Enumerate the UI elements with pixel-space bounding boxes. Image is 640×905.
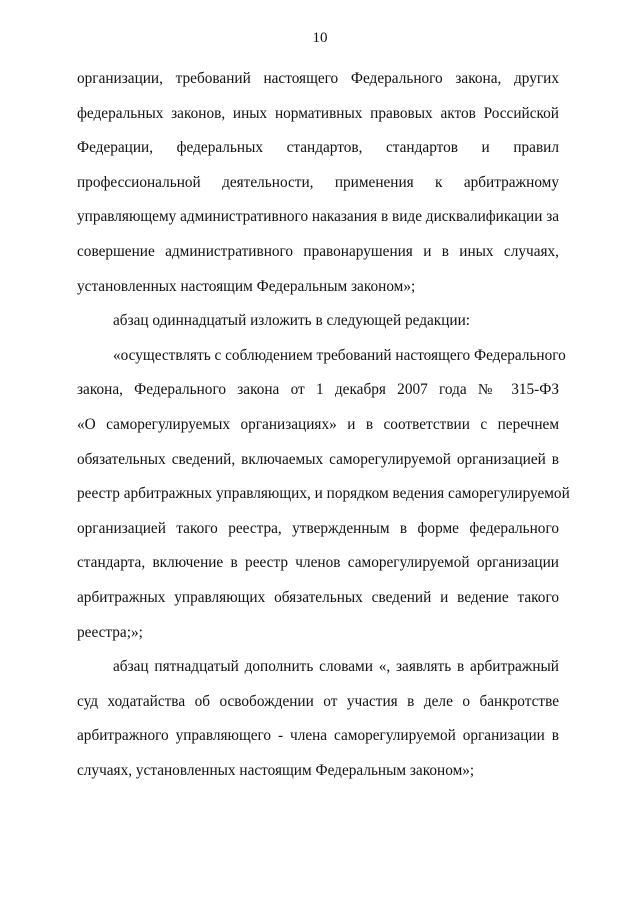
text-line: случаях, установленных настоящим Федеральным законом»; xyxy=(77,761,475,779)
text-line: абзац пятнадцатый дополнить словами «, заявлять в арбитражный xyxy=(113,658,559,676)
page-number: 10 xyxy=(312,30,328,46)
text-line: федеральных законов, иных нормативных правовых актов Российской xyxy=(77,104,559,122)
document-body xyxy=(77,62,570,788)
text-line: абзац одиннадцатый изложить в следующей редакции: xyxy=(113,312,471,330)
text-line: «осуществлять с соблюдением требований настоящего Федерального xyxy=(113,346,566,364)
paragraph-instruction-11 xyxy=(77,304,559,339)
text-line: стандарта, включение в реестр членов саморегулируемой организации xyxy=(77,554,559,572)
text-line: реестр арбитражных управляющих, и порядком ведения саморегулируемой xyxy=(77,485,570,503)
text-line: организации, требований настоящего Федерального закона, других xyxy=(77,70,559,87)
text-line: «О саморегулируемых организациях» и в соответствии с перечнем xyxy=(77,415,559,433)
paragraph-new-wording xyxy=(77,339,570,650)
text-line: управляющему административного наказания в виде дисквалификации за xyxy=(77,208,560,226)
text-line: арбитражного управляющего - члена саморегулируемой организации в xyxy=(77,727,559,745)
text-line: организацией такого реестра, утвержденным в форме федерального xyxy=(77,519,559,537)
text-line: профессиональной деятельности, применения к арбитражному xyxy=(77,173,559,191)
text-line: закона, Федерального закона от 1 декабря 2007 года № 315-ФЗ xyxy=(77,381,559,399)
text-line: реестра;»; xyxy=(77,623,143,641)
text-line: суд ходатайства об освобождении от участия в деле о банкротстве xyxy=(77,692,559,710)
text-line: установленных настоящим Федеральным законом»; xyxy=(77,277,416,295)
paragraph-continuation xyxy=(77,62,559,304)
text-line: совершение административного правонарушения и в иных случаях, xyxy=(77,242,559,260)
text-line: арбитражных управляющих обязательных сведений и ведение такого xyxy=(77,588,559,606)
text-line: Федерации, федеральных стандартов, стандартов и правил xyxy=(77,139,559,157)
paragraph-instruction-15 xyxy=(77,650,559,788)
text-line: обязательных сведений, включаемых саморегулируемой организацией в xyxy=(77,450,559,468)
